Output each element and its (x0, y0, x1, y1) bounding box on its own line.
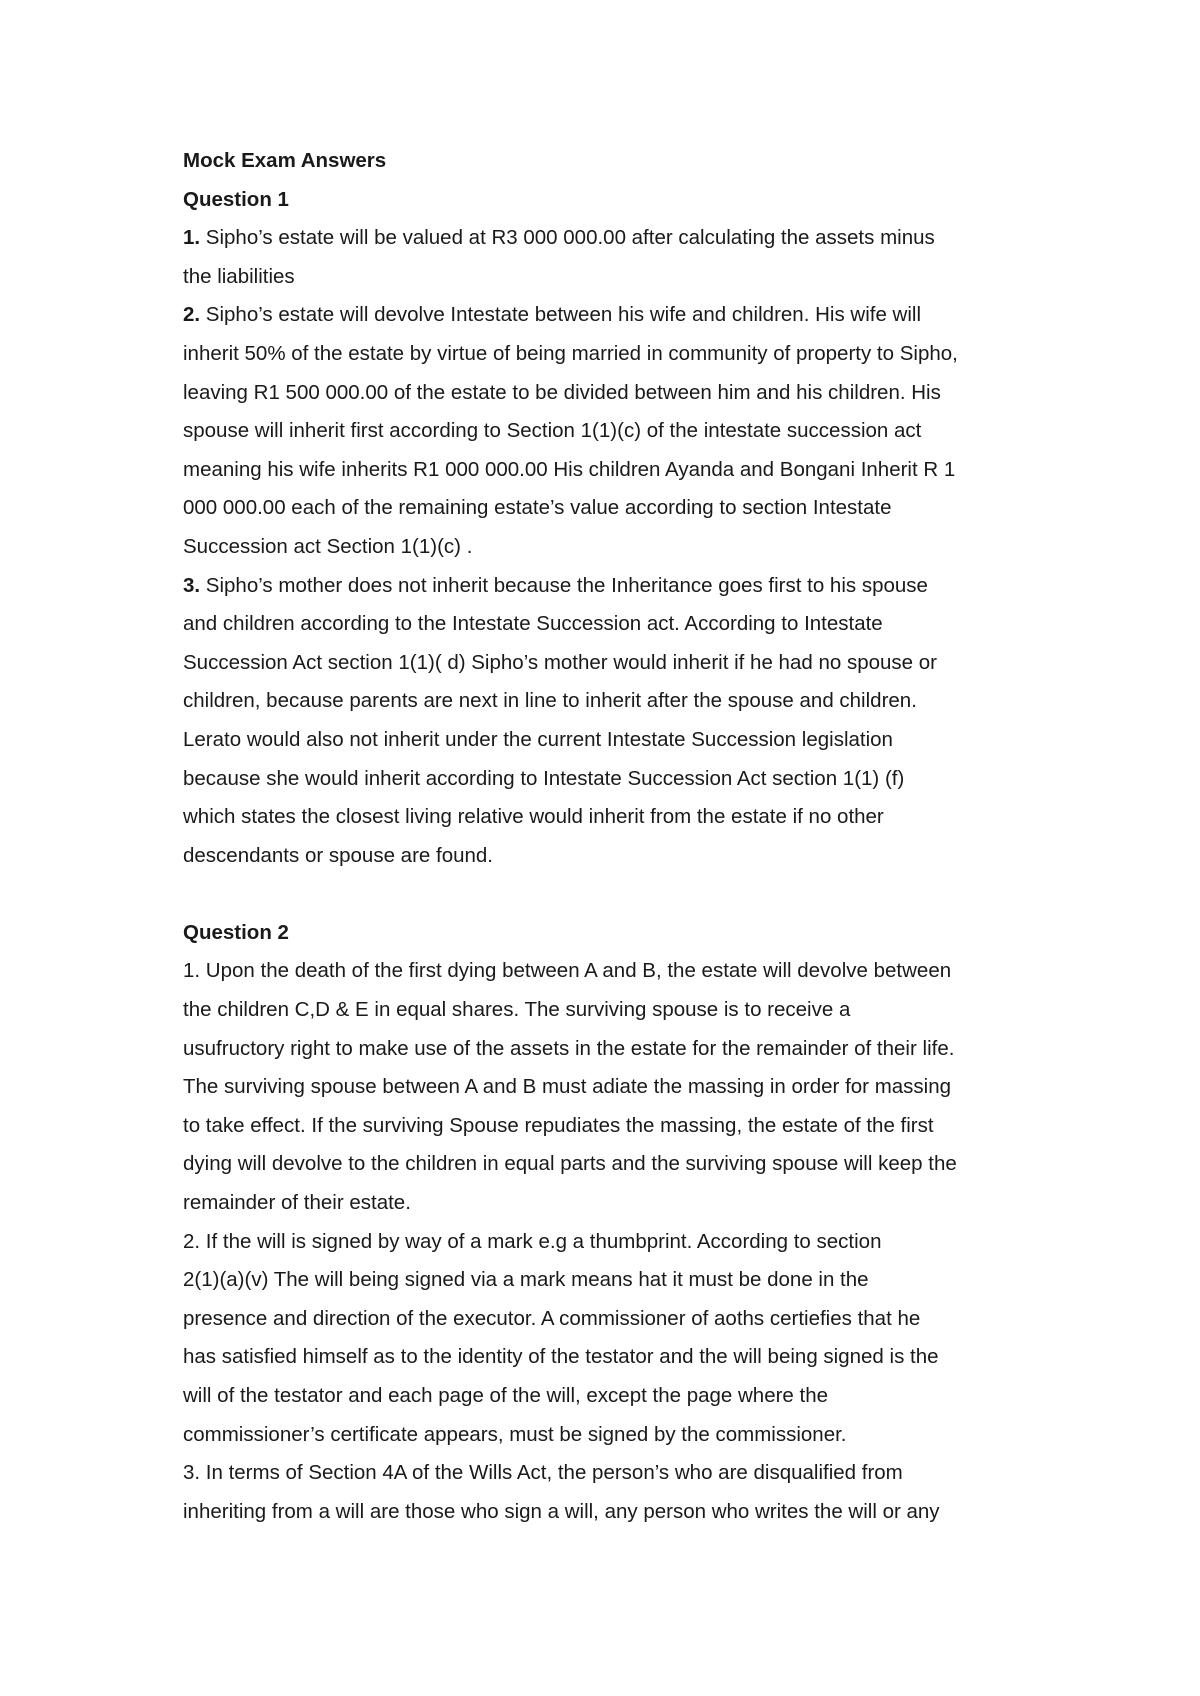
question-1-answer-3 (183, 567, 1033, 876)
text-line: has satisfied himself as to the identity of the testator and the will being signed is the (183, 1345, 939, 1369)
text-span: Sipho’s estate will be valued at R3 000 000.00 after calculating the assets minus (200, 226, 935, 250)
paragraph-spacer (183, 875, 1033, 914)
document-page (183, 142, 1033, 1531)
text-line: presence and direction of the executor. A commissioner of aoths certiefies that he (183, 1306, 921, 1330)
text-line: 2(1)(a)(v) The will being signed via a mark means hat it must be done in the (183, 1268, 869, 1292)
text-line: 2. If the will is signed by way of a mark e.g a thumbprint. According to section (183, 1229, 882, 1253)
text-line (183, 567, 1033, 606)
document-title: Mock Exam Answers (183, 149, 387, 172)
text-span: Sipho’s estate will devolve Intestate between his wife and children. His wife will (200, 303, 922, 327)
text-line: because she would inherit according to Intestate Succession Act section 1(1) (f) (183, 766, 905, 790)
text-line: descendants or spouse are found. (183, 843, 493, 867)
question-2-answers (183, 952, 1033, 1531)
text-line: The surviving spouse between A and B must adiate the massing in order for massing (183, 1075, 952, 1099)
text-span: Sipho’s mother does not inherit because the Inheritance goes first to his spouse (200, 573, 928, 597)
question-1-heading: Question 1 (183, 187, 289, 211)
text-line (183, 219, 1033, 258)
text-line: the children C,D & E in equal shares. The surviving spouse is to receive a (183, 998, 851, 1022)
text-line: usufructory right to make use of the assets in the estate for the remainder of their life. (183, 1036, 955, 1060)
text-line (183, 296, 1033, 335)
text-line: dying will devolve to the children in equal parts and the surviving spouse will keep the (183, 1152, 957, 1176)
question-1-answer-2 (183, 296, 1033, 566)
answer-number: 2. (183, 303, 201, 327)
text-line: children, because parents are next in line to inherit after the spouse and children. (183, 689, 917, 713)
text-line: commissioner’s certificate appears, must be signed by the commissioner. (183, 1422, 847, 1446)
text-line: remainder of their estate. (183, 1191, 411, 1215)
text-line: spouse will inherit first according to Section 1(1)(c) of the intestate succession act (183, 419, 922, 443)
text-line: 3. In terms of Section 4A of the Wills Act, the person’s who are disqualified from (183, 1461, 903, 1485)
text-line: 000 000.00 each of the remaining estate’s value according to section Intestate (183, 496, 892, 520)
text-line: inheriting from a will are those who sign a will, any person who writes the will or any (183, 1499, 940, 1523)
text-line: Succession Act section 1(1)( d) Sipho’s mother would inherit if he had no spouse or (183, 650, 937, 674)
question-1-answer-1 (183, 219, 1033, 296)
text-line: 1. Upon the death of the first dying between A and B, the estate will devolve between (183, 959, 952, 983)
text-line: inherit 50% of the estate by virtue of being married in community of property to Sipho, (183, 341, 958, 365)
text-line: the liabilities (183, 264, 295, 288)
text-line: which states the closest living relative would inherit from the estate if no other (183, 805, 884, 829)
question-2-heading: Question 2 (183, 920, 289, 944)
text-line: meaning his wife inherits R1 000 000.00 His children Ayanda and Bongani Inherit R 1 (183, 457, 956, 481)
text-line: to take effect. If the surviving Spouse repudiates the massing, the estate of the first (183, 1113, 934, 1137)
answer-number: 3. (183, 573, 201, 597)
text-line: Lerato would also not inherit under the current Intestate Succession legislation (183, 727, 893, 751)
text-line: and children according to the Intestate Succession act. According to Intestate (183, 612, 883, 636)
text-line: leaving R1 500 000.00 of the estate to be divided between him and his children. His (183, 380, 941, 404)
text-line: Succession act Section 1(1)(c) . (183, 534, 473, 558)
answer-number: 1. (183, 226, 201, 250)
text-line: will of the testator and each page of the will, except the page where the (183, 1384, 829, 1407)
